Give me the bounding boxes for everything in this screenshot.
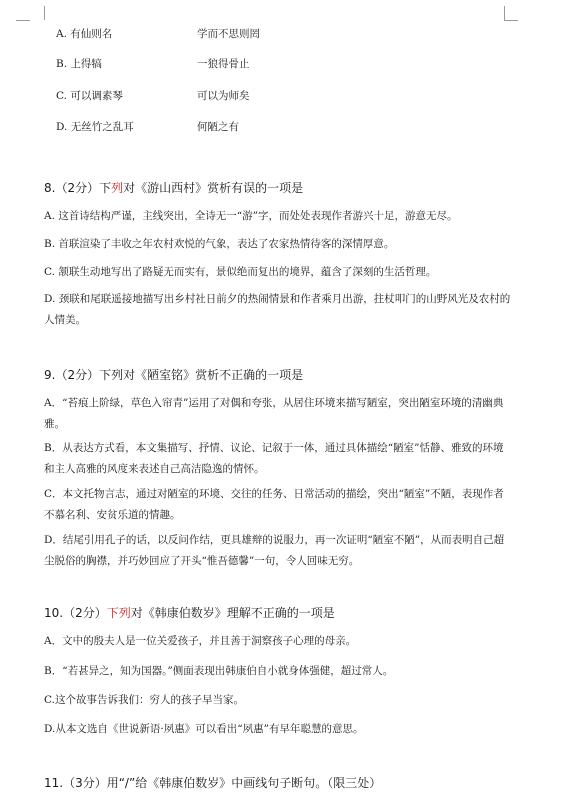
q10-option-b: B．“若甚异之，知为国器。”侧面表现出韩康伯自小就身体强健，超过常人。 bbox=[44, 665, 394, 677]
q7-option-b-left: B. 上得犒 bbox=[56, 58, 102, 70]
q7-option-d-right: 何陋之有 bbox=[197, 121, 239, 133]
q7-option-c-left: C. 可以调素琴 bbox=[56, 90, 123, 102]
q7-option-b-right: 一狼得骨止 bbox=[197, 58, 250, 70]
q8-option-c: C. 颔联生动地写出了路疑无而实有，景似绝而复出的境界，蕴含了深刻的生活哲理。 bbox=[44, 266, 437, 278]
question-11-title: 11.（3分）用“/”给《韩康伯数岁》中画线句子断句。（限三处） bbox=[44, 776, 382, 790]
question-9-title: 9.（2分）下列对《陋室铭》赏析不正确的一项是 bbox=[44, 368, 304, 382]
q9-option-c: C．本文托物言志，通过对陋室的环境、交往的任务、日常活动的描绘，突出“陋室”不陋，表现作者不慕名利、安贫乐道的情趣。 bbox=[44, 488, 504, 521]
corner-mark-right-h bbox=[504, 20, 518, 21]
q7-option-a-left: A. 有仙则名 bbox=[56, 28, 113, 40]
q8-suffix: 对《游山西村》赏析有误的一项是 bbox=[123, 181, 304, 195]
q9-option-a: A．“苔痕上阶绿，草色入帘青”运用了对偶和夸张，从居住环境来描写陋室，突出陋室环境的清幽典雅。 bbox=[44, 397, 504, 430]
corner-mark-left-h bbox=[16, 20, 30, 21]
q10-option-d: D.从本文选自《世说新语·夙惠》可以看出“夙惠”有早年聪慧的意思。 bbox=[44, 723, 364, 735]
q7-option-d-left: D. 无丝竹之乱耳 bbox=[56, 121, 134, 133]
q7-option-c-right: 可以为师矣 bbox=[197, 90, 250, 102]
q10-red-chars: 下列 bbox=[106, 606, 131, 620]
q10-option-a: A．文中的殷夫人是一位关爱孩子，并且善于洞察孩子心理的母亲。 bbox=[44, 635, 357, 647]
q8-prefix: 8.（2分）下 bbox=[44, 181, 112, 195]
corner-mark-left bbox=[30, 6, 45, 20]
q8-option-b: B. 首联渲染了丰收之年农村欢悦的气象，表达了农家热情待客的深情厚意。 bbox=[44, 238, 395, 250]
question-10-title bbox=[44, 605, 335, 621]
q7-option-a-right: 学而不思则罔 bbox=[197, 28, 260, 40]
q8-option-d: D. 颈联和尾联遥接地描写出乡村社日前夕的热闹情景和作者乘月出游，拄杖叩门的山野风光及农村的人情美。 bbox=[44, 293, 511, 326]
question-8-title bbox=[44, 180, 303, 196]
q10-option-c: C.这个故事告诉我们：穷人的孩子早当家。 bbox=[44, 694, 244, 706]
q8-option-a: A. 这首诗结构严谨，主线突出，全诗无一“游”字，而处处表现作者游兴十足，游意无尽。 bbox=[44, 210, 458, 222]
q10-prefix: 10.（2分） bbox=[44, 606, 107, 620]
q9-option-d: D．结尾引用孔子的话，以反问作结，更具雄辩的说服力，再一次证明“陋室不陋”，从而表明自己超尘脱俗的胸襟，并巧妙回应了开头“惟吾德馨”一句，令人回味无穷。 bbox=[44, 534, 505, 567]
q8-red-char: 列 bbox=[111, 181, 124, 195]
q9-option-b: B．从表达方式看，本文集描写、抒情、议论、记叙于一体，通过具体描绘“陋室”恬静、雅致的环境和主人高雅的风度来表述自己高洁隐逸的情怀。 bbox=[44, 442, 504, 475]
corner-mark-right bbox=[504, 6, 519, 20]
q10-suffix: 对《韩康伯数岁》理解不正确的一项是 bbox=[130, 606, 335, 620]
